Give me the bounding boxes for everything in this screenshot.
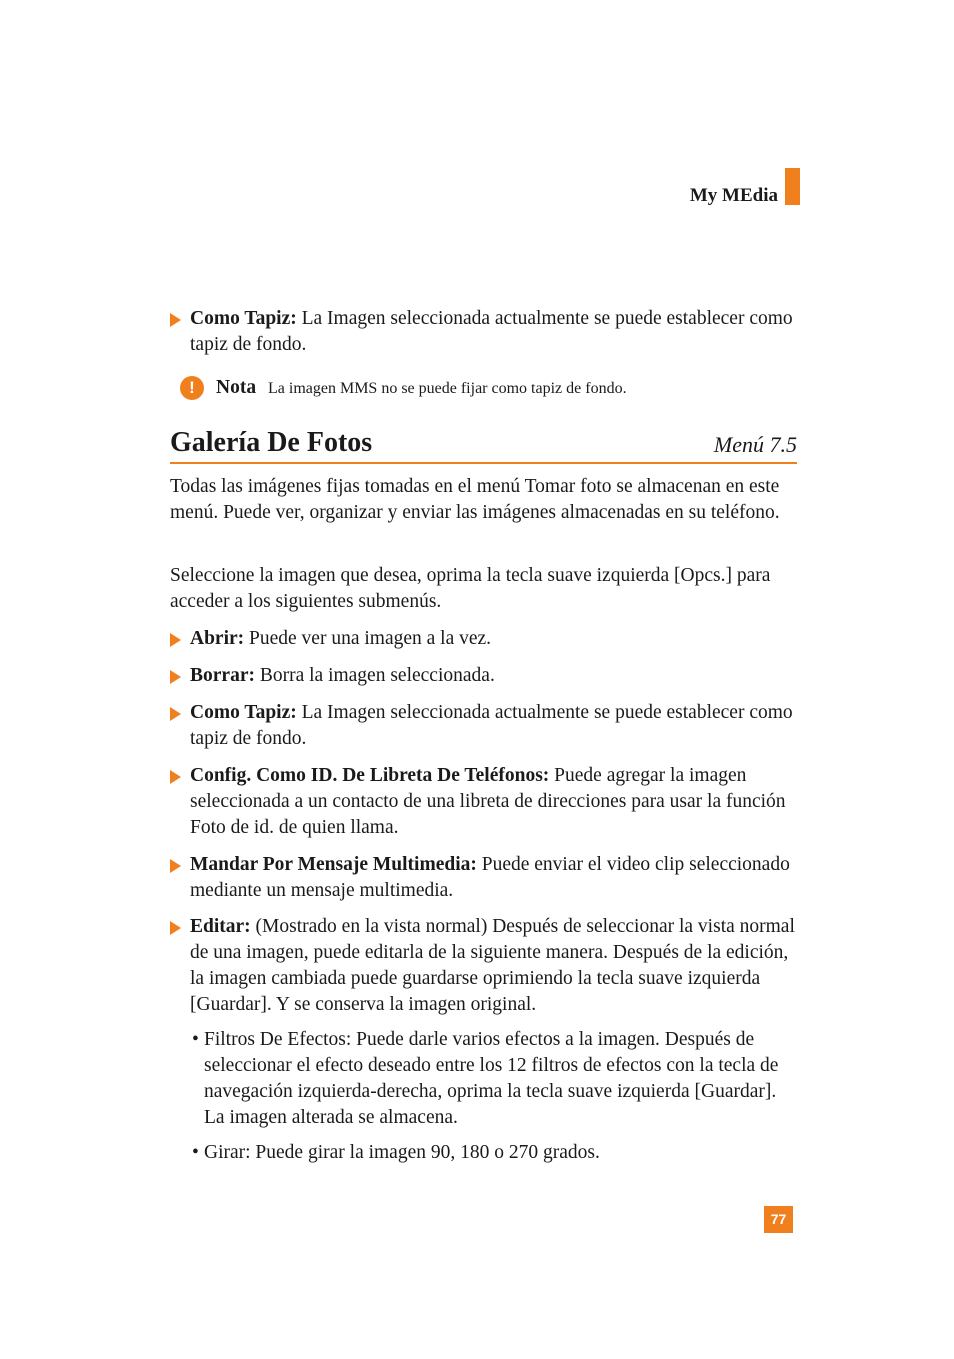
instruction-paragraph: Seleccione la imagen que desea, oprima la tecla suave izquierda [Opcs.] para acceder a los siguientes submenús.	[170, 565, 771, 612]
section-title: Galería De Fotos	[170, 427, 373, 458]
option-term: Editar:	[190, 916, 251, 937]
option-editar	[170, 914, 800, 1018]
option-como-tapiz	[170, 700, 800, 752]
bullet-text: La Imagen seleccionada actualmente se puede establecer como tapiz de fondo.	[190, 308, 793, 355]
option-config-id	[170, 763, 800, 841]
option-borrar	[170, 663, 800, 689]
exclamation-icon: !	[180, 376, 204, 400]
option-text: Puede enviar el video clip seleccionado mediante un mensaje multimedia.	[190, 854, 790, 901]
bullet-como-tapiz-top	[170, 306, 800, 358]
option-text: Puede ver una imagen a la vez.	[244, 628, 492, 649]
option-term: Como Tapiz:	[190, 702, 297, 723]
bullet-dot: •	[192, 1029, 199, 1050]
sub-item-filtros	[192, 1027, 797, 1131]
option-term: Config. Como ID. De Libreta De Teléfonos:	[190, 765, 550, 786]
triangle-bullet-icon	[170, 921, 181, 935]
note-label: Nota	[216, 377, 257, 398]
option-term: Borrar:	[190, 665, 255, 686]
option-term: Abrir:	[190, 628, 245, 649]
triangle-bullet-icon	[170, 859, 181, 873]
sub-item-text: Girar: Puede girar la imagen 90, 180 o 270 grados.	[204, 1142, 600, 1163]
option-abrir	[170, 626, 800, 652]
menu-number: Menú 7.5	[713, 432, 797, 457]
triangle-bullet-icon	[170, 313, 181, 327]
note-text: La imagen MMS no se puede fijar como tapiz de fondo.	[268, 380, 627, 397]
section-heading	[170, 426, 797, 464]
section-tab-marker	[785, 168, 800, 205]
bullet-term: Como Tapiz:	[190, 308, 297, 329]
note-box	[180, 375, 800, 403]
sub-item-text: Filtros De Efectos: Puede darle varios efectos a la imagen. Después de seleccionar el efecto deseado entre los 12 filtros de efectos con la tecla de navegación izquierda-derecha, oprima la tecla suave izquierda [Guardar]. La imagen alterada se almacena.	[204, 1029, 779, 1128]
option-text: Puede agregar la imagen seleccionada a un contacto de una libreta de direcciones para usar la función Foto de id. de quien llama.	[190, 765, 786, 838]
option-term: Mandar Por Mensaje Multimedia:	[190, 854, 477, 875]
option-text: La Imagen seleccionada actualmente se puede establecer como tapiz de fondo.	[190, 702, 793, 749]
triangle-bullet-icon	[170, 670, 181, 684]
option-mandar-mms	[170, 852, 800, 904]
sub-item-girar	[192, 1140, 797, 1166]
page-number: 77	[764, 1206, 793, 1233]
intro-paragraph: Todas las imágenes fijas tomadas en el menú Tomar foto se almacenan en este menú. Puede ver, organizar y enviar las imágenes almacenadas en su teléfono.	[170, 476, 780, 523]
triangle-bullet-icon	[170, 633, 181, 647]
option-text: (Mostrado en la vista normal) Después de seleccionar la vista normal de una imagen, puede editarla de la siguiente manera. Después de la edición, la imagen cambiada puede guardarse oprimiendo la tecla suave izquierda [Guardar]. Y se conserva la imagen original.	[190, 916, 795, 1015]
option-text: Borra la imagen seleccionada.	[254, 665, 495, 686]
bullet-dot: •	[192, 1142, 199, 1163]
section-header-label: My MEdia	[689, 185, 778, 206]
triangle-bullet-icon	[170, 707, 181, 721]
triangle-bullet-icon	[170, 770, 181, 784]
